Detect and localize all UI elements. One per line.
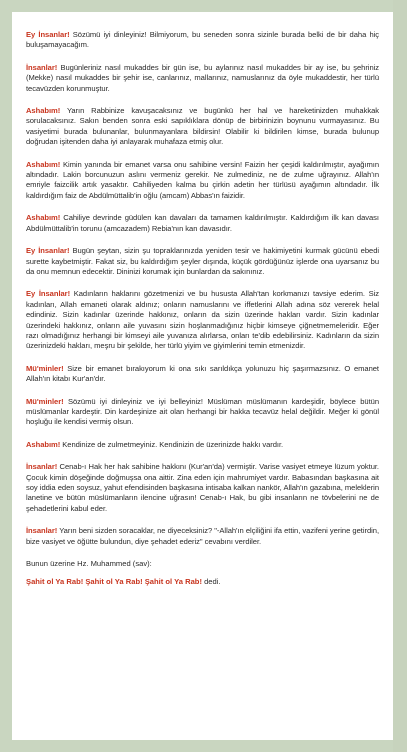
closing-line (26, 577, 379, 587)
paragraph-lead: Mü'minler! (26, 396, 64, 406)
paragraph-lead: Ashabım! (26, 106, 61, 116)
paragraph-lead: Ey İnsanlar! (26, 289, 71, 299)
paragraph-lead: İnsanlar! (26, 462, 58, 472)
paragraph-4 (26, 160, 379, 202)
paragraph-11 (26, 462, 379, 514)
paragraph-2 (26, 63, 379, 94)
document-page (12, 12, 393, 740)
paragraph-lead: Ashabım! (26, 439, 61, 449)
paragraph-lead: Ashabım! (26, 159, 61, 169)
paragraph-text: Bugünleriniz nasıl mukaddes bir gün ise, bu aylarınız nasıl mukaddes bir ay ise, bu şehriniz (Mekke) nasıl mukaddes bir şehir ise, canlarınız, mallarınız, namuslarınız da öyle mukaddestir, her türlü tecavüzden korunmuştur. (26, 62, 379, 93)
paragraph-lead: Ey İnsanlar! (26, 30, 70, 39)
paragraph-text: Cenab-ı Hak her hak sahibine hakkını (Kur'an'da) vermiştir. Varise vasiyet etmeye lüzum yoktur. Çocuk kimin döşeğinde doğmuşsa ona aittir. Zina eden için mahrumiyet vardır. Babasından başkasına ait soy iddia eden soysuz, yahut efendisinden başkasına intisaba kalkan nankör, Allah'ın gazabına, meleklerin lanetine ve bütün müslümanların ilencine uğrasın! Cenab-ı Hak, bu gibi insanların ne tövbelerini ne de şehadetlerini kabul eder. (26, 462, 379, 513)
paragraph-text: Sözümü iyi dinleyiniz ve iyi belleyiniz! Müslüman müslümanın kardeşidir, böylece bütün müslümanlar kardeştir. Din kardeşinize ait olan herhangi bir hakka tecavüz helal değildir. Meğer ki gönül hoşluğu ile kendisi vermiş olsun. (26, 396, 379, 427)
paragraph-text: Yarın Rabbinize kavuşacaksınız ve bugünkü her hal ve hareketinizden muhakkak sorulacaksınız. Sakın benden sonra eski sapıklıklara dönüp de birbirinizin boynunu vurmayasınız. Bu vasiyetimi burada bulunanlar, bulunmayanlara bildirsin! Olabilir ki bildirilen kimse, burada bulunup doğrudan işitenden daha iyi anlayarak muhafaza etmiş olur. (26, 106, 379, 147)
paragraph-12 (26, 526, 379, 547)
closing-intro: Bunun üzerine Hz. Muhammed (sav): (26, 559, 152, 569)
paragraph-text: Kimin yanında bir emanet varsa onu sahibine versin! Faizin her çeşidi kaldırılmıştır, ayağımın altındadır. Lakin borcunuzun aslını vermeniz gerekir. Ne zulmediniz, ne de zulme uğrayınız. Allah'ın emriyle faizcilik artık yasaktır. Cahiliyeden kalma bu çirkin adetin her türlüsü ayağımın altındadır. İlk kaldırdığım faiz de Abdülmüttalib'in oğlu (amcam) Abbas'ın faizidir. (26, 159, 379, 200)
paragraph-3 (26, 106, 379, 148)
paragraph-text: Sözümü iyi dinleyiniz! Bilmiyorum, bu seneden sonra sizinle burada belki de bir daha hiç buluşamayacağım. (26, 30, 379, 50)
paragraph-lead: Mü'minler! (26, 363, 64, 373)
paragraph-lead: İnsanlar! (26, 526, 58, 536)
paragraph-text: Kendinize de zulmetmeyiniz. Kendinizin de üzerinizde hakkı vardır. (60, 439, 284, 449)
paragraph-lead: Ashabım! (26, 213, 61, 223)
paragraph-text: Yarın beni sizden soracaklar, ne diyeceksiniz? "-Allah'ın elçiliğini ifa ettin, vazifeni yerine getirdin, bize vasiyet ve öğütte bulundun, diye şehadet ederiz" cevabını verdiler. (26, 526, 379, 546)
paragraph-text: Bugün şeytan, sizin şu topraklarınızda yeniden tesir ve hakimiyetini kurmak gücünü ebedi surette kaybetmiştir. Fakat siz, bu kaldırdığım şeyler dışında, küçük gördüğünüz işlerde ona uyarsanız bu da onu memnun edecektir. Dininizi korumak için bunlardan da sakınınız. (26, 246, 379, 276)
page-border-right (393, 0, 407, 752)
paragraph-9 (26, 397, 379, 428)
paragraph-5 (26, 213, 379, 234)
paragraph-text: Size bir emanet bırakıyorum ki ona sıkı sarıldıkça yolunuzu hiç şaşırmazsınız. O emanet Allah'ın kitabı Kur'an'dır. (26, 363, 379, 384)
paragraph-10 (26, 440, 379, 450)
closing-tail: dedi. (201, 577, 221, 587)
paragraph-6 (26, 246, 379, 277)
paragraph-7 (26, 289, 379, 351)
closing-lead: Şahit ol Ya Rab! Şahit ol Ya Rab! Şahit ol Ya Rab! (26, 577, 202, 587)
paragraph-8 (26, 364, 379, 385)
page-border-left (0, 0, 12, 752)
paragraph-1 (26, 30, 379, 51)
paragraph-lead: Ey İnsanlar! (26, 246, 70, 256)
paragraph-text: Kadınların haklarını gözetmenizi ve bu hususta Allah'tan korkmanızı tavsiye ederim. Siz kadınları, Allah emaneti olarak aldınız; onların namuslarını ve iffetlerini Allah adına söz vererek helal edindiniz. Sizin kadınlar üzerinde hakkınız, onların da sizin üzerinde hakları vardır. Sizin kadınlar üzerindeki hakkınız, onların aile yuvasını sizin hoşlanmadığınız hiçbir kimseye çiğnetmemeleridir. Eğer razı olmadığınız herhangi bir kimseyi aile yuvanıza alırlarsa, onları te'dib edebilirsiniz. Kadınların da sizin üzerinizdeki hakları, meşru bir şekilde, her türlü yiyim ve giyimlerini temin etmenizdir. (26, 289, 379, 351)
paragraph-text: Cahiliye devrinde güdülen kan davaları da tamamen kaldırılmıştır. Kaldırdığım ilk kan davası Abdülmüttalib'in torunu (amcazadem) Rebia'nın kan davasıdır. (26, 213, 379, 233)
paragraph-lead: İnsanlar! (26, 62, 58, 72)
